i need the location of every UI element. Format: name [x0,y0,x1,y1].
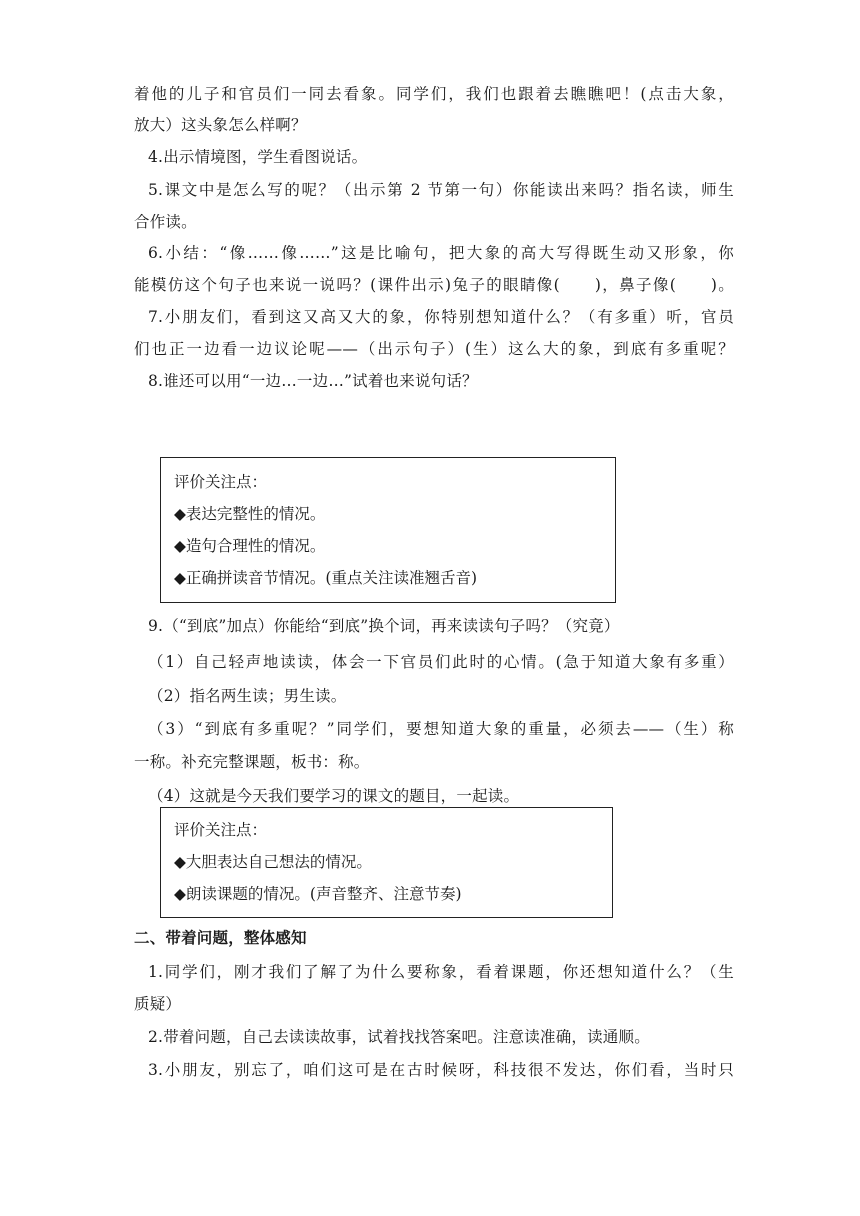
evaluation-item: ◆正确拼读音节情况。(重点关注读准翘舌音) [174,569,478,587]
paragraph-line: 8.谁还可以用“一边…一边…”试着也来说句话？ [148,372,478,390]
paragraph-line: （4）这就是今天我们要学习的课文的题目，一起读。 [148,787,520,805]
paragraph-line: 5.课文中是怎么写的呢？（出示第 2 节第一句）你能读出来吗？指名读，师生 [148,181,734,199]
paragraph-line: 3.小朋友，别忘了，咱们这可是在古时候呀，科技很不发达，你们看，当时只 [148,1061,734,1079]
paragraph-line: （2）指名两生读；男生读。 [148,687,347,705]
paragraph-line: 2.带着问题，自己去读读故事，试着找找答案吧。注意读准确，读通顺。 [148,1028,650,1046]
paragraph-line: 9.（“到底”加点）你能给“到底”换个词，再来读读句子吗？（究竟） [148,617,620,635]
paragraph-line: 放大）这头象怎么样啊？ [134,116,307,134]
evaluation-title: 评价关注点： [174,473,268,491]
evaluation-item: ◆大胆表达自己想法的情况。 [174,853,372,871]
paragraph-line: 们也正一边看一边议论呢——（出示句子）(生）这么大的象，到底有多重呢？ [134,340,734,358]
paragraph-line: 能模仿这个句子也来说一说吗？(课件出示)兔子的眼睛像( )，鼻子像( )。 [134,276,734,294]
evaluation-title: 评价关注点： [174,821,268,839]
paragraph-line: 1.同学们，刚才我们了解了为什么要称象，看着课题，你还想知道什么？（生 [148,963,734,981]
paragraph-line: 合作读。 [134,213,197,231]
paragraph-line: （1）自己轻声地读读，体会一下官员们此时的心情。(急于知道大象有多重） [148,653,734,671]
paragraph-line: 7.小朋友们，看到这又高又大的象，你特别想知道什么？（有多重）听，官员 [148,308,734,326]
paragraph-line: （3）“到底有多重呢？”同学们，要想知道大象的重量，必须去——（生）称 [148,720,734,738]
paragraph-line: 一称。补充完整课题，板书：称。 [134,753,370,771]
section-heading: 二、带着问题，整体感知 [134,929,307,947]
paragraph-line: 6.小结：“像……像……”这是比喻句，把大象的高大写得既生动又形象，你 [148,244,734,262]
paragraph-line: 质疑） [134,995,182,1013]
evaluation-item: ◆表达完整性的情况。 [174,505,326,523]
evaluation-box [160,457,616,603]
evaluation-item: ◆朗读课题的情况。(声音整齐、注意节奏) [174,885,462,903]
evaluation-item: ◆造句合理性的情况。 [174,537,326,555]
evaluation-box [160,807,613,918]
paragraph-line: 着他的儿子和官员们一同去看象。同学们，我们也跟着去瞧瞧吧！(点击大象， [134,85,734,103]
paragraph-line: 4.出示情境图，学生看图说话。 [148,148,368,166]
